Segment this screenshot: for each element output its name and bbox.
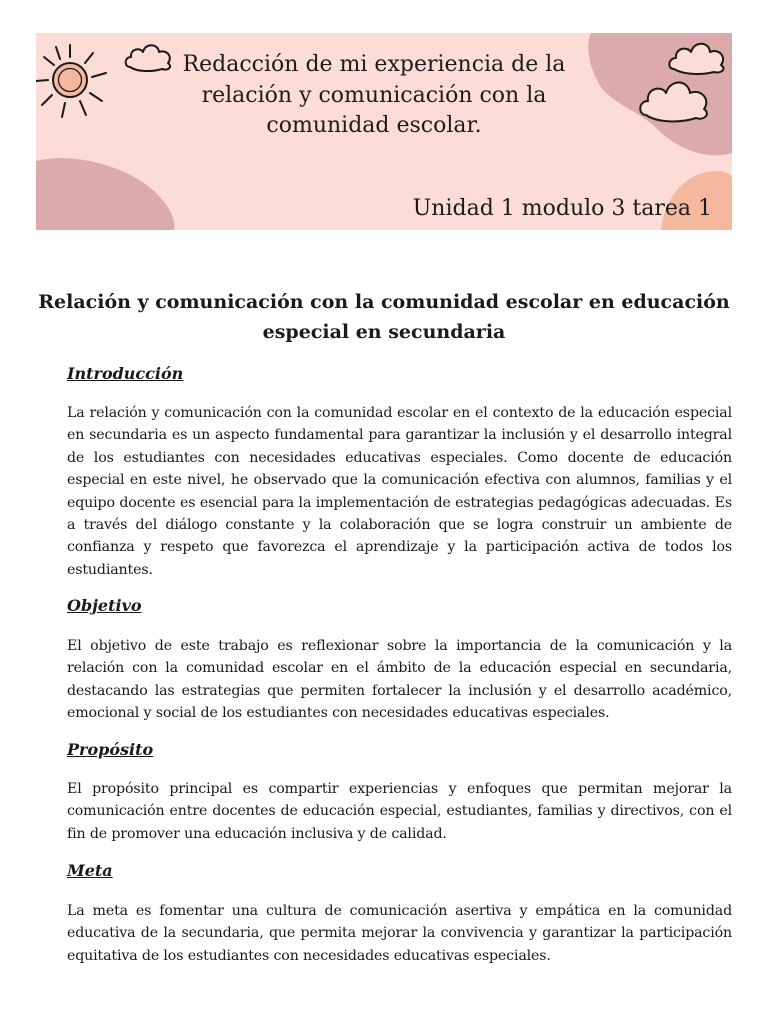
section-text-objetivo: El objetivo de este trabajo es reflexionar sobre la importancia de la comunicación y la relación con la comunidad escolar en el ámbito de la educación especial en secundaria, destacando las estrategias que permiten fortalecer la inclusión y el desarrollo académico, emocional y social de los estudiantes con necesidades educativas especiales. [67,638,732,722]
section-text-meta: La meta es fomentar una cultura de comunicación asertiva y empática en la comunidad educativa de la secundaria, que permita mejorar la convivencia y garantizar la participación equitativa de los estudiantes con necesidades educativas especiales. [67,903,732,964]
header-banner [36,33,732,230]
blob-bottom-left [36,158,174,230]
section-text-introduccion: La relación y comunicación con la comunidad escolar en el contexto de la educación especial en secundaria es un aspecto fundamental para garantizar la inclusión y el desarrollo integral de los estudiantes con necesidades educativas especiales. Como docente de educación especial en este nivel, he observado que la comunicación efectiva con alumnos, familias y el equipo docente es esencial para la implementación de estrategias pedagógicas adecuadas. Es a través del diálogo constante y la colaboración que se logra construir un ambiente de confianza y respeto que favorezca el aprendizaje y la participación activa de todos los estudiantes. [67,405,732,578]
cloud-icon [636,71,716,127]
section-heading-proposito: Propósito [67,740,154,759]
section-heading-introduccion: Introducción [67,364,184,383]
section-text-proposito: El propósito principal es compartir experiencias y enfoques que permitan mejorar la comunicación entre docentes de educación especial, estudiantes, familias y directivos, con el fin de promover una educación inclusiva y de calidad. [67,781,732,842]
section-heading-objetivo: Objetivo [67,596,142,615]
banner-subtitle: Unidad 1 modulo 3 tarea 1 [412,196,712,221]
section-heading-meta: Meta [67,861,113,880]
document-title: Relación y comunicación con la comunidad escolar en educación especial en secundaria [38,291,730,343]
sun-icon [36,35,120,125]
banner-title: Redacción de mi experiencia de la relación y comunicación con la comunidad escolar. [182,52,566,138]
